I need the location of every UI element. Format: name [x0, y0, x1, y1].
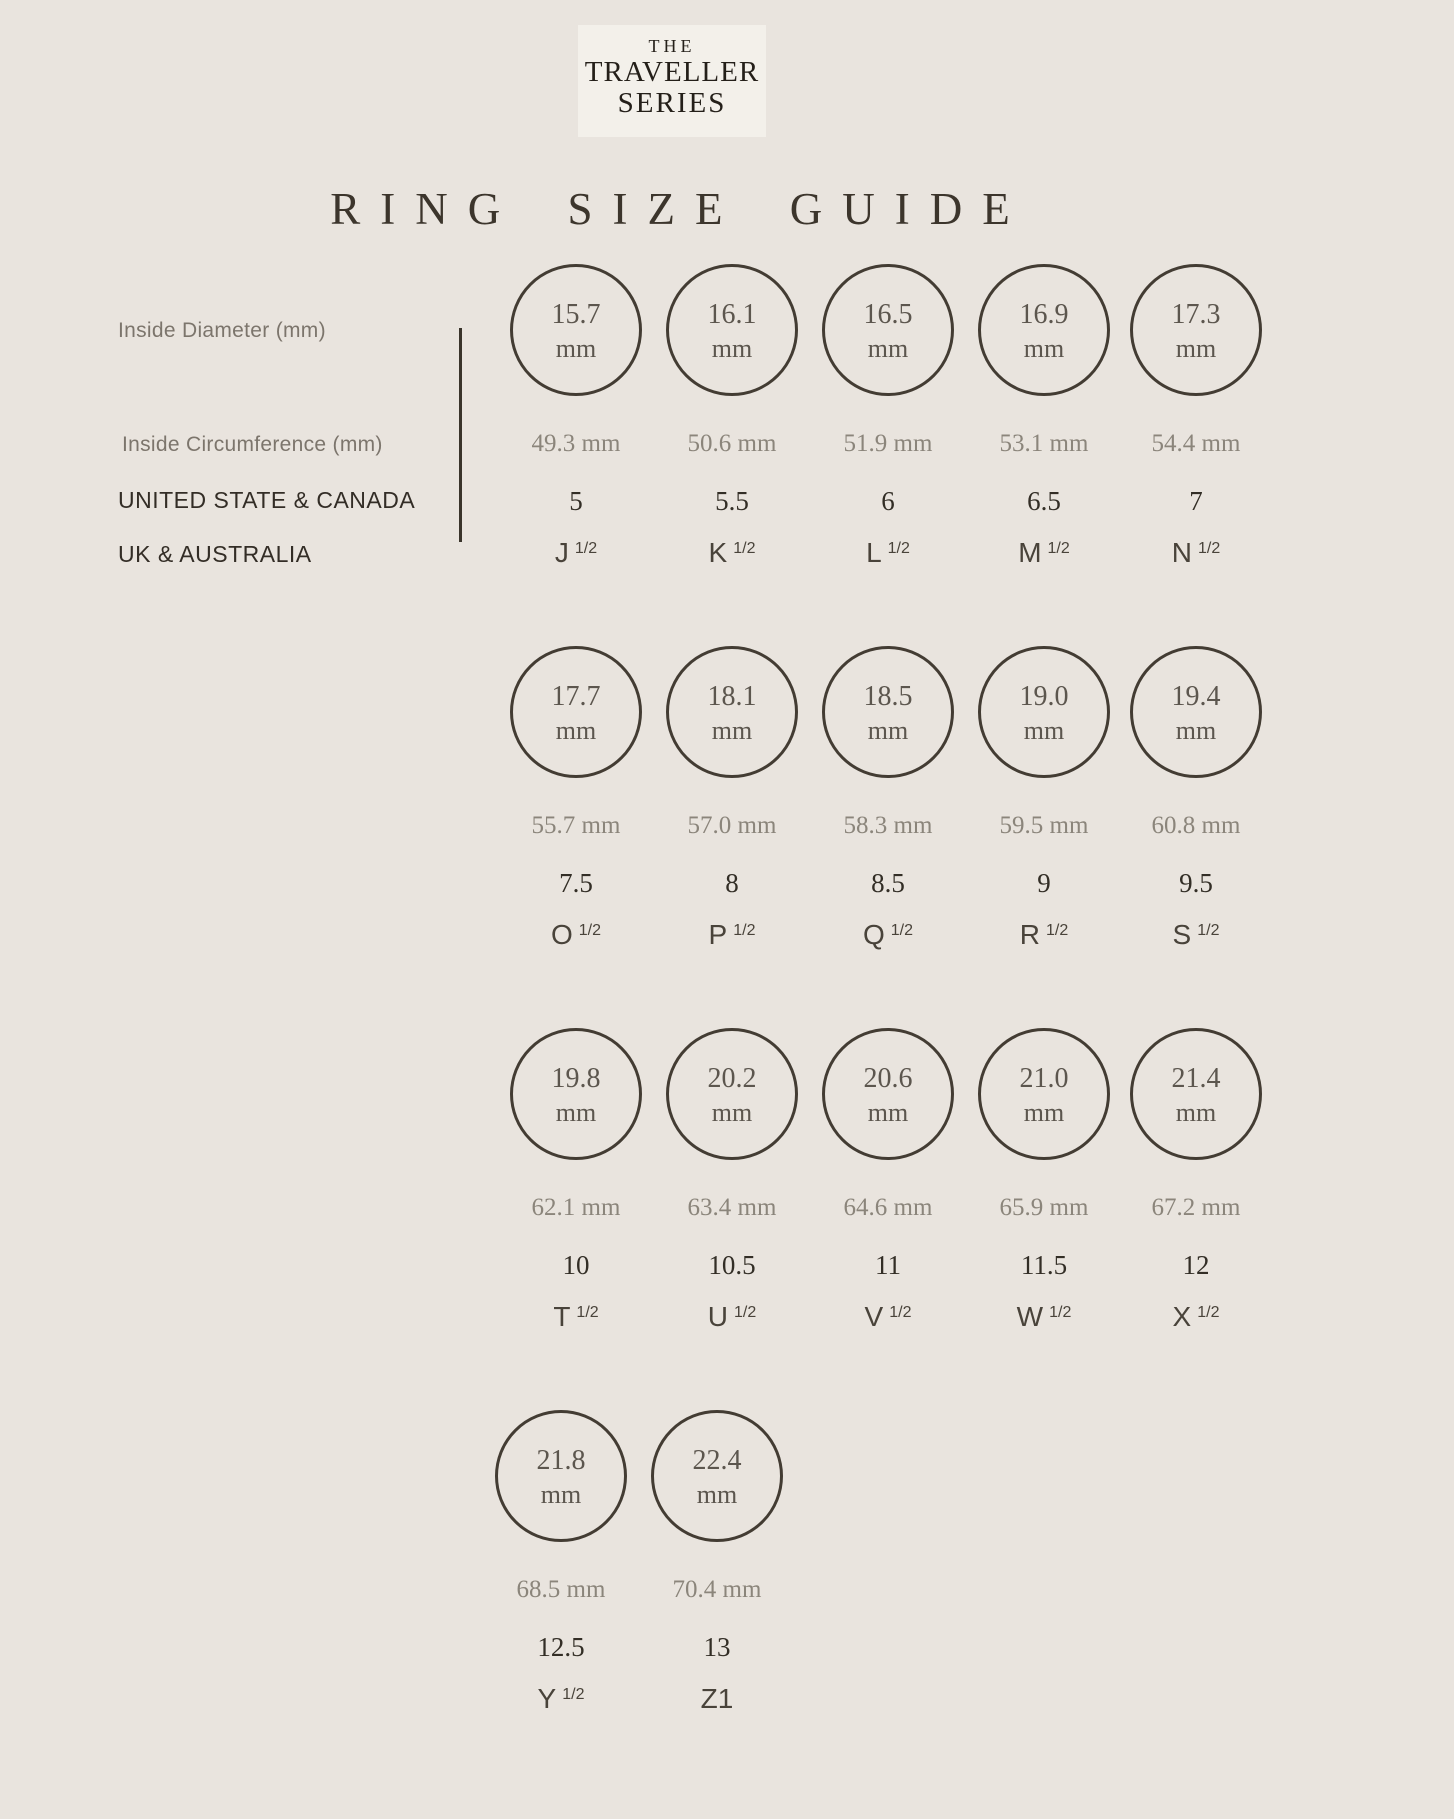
circumference-value: 54.4 mm — [1151, 430, 1241, 457]
uk-size-fraction: 1/2 — [1197, 1304, 1220, 1321]
ring-circle — [822, 646, 954, 778]
us-size-value: 8.5 — [871, 868, 905, 898]
diameter-value: 20.2 — [707, 1063, 757, 1094]
uk-size-fraction: 1/2 — [1045, 922, 1069, 939]
ring-size-cell — [1118, 646, 1274, 956]
brand-logo — [578, 25, 766, 137]
circumference-value: 51.9 mm — [843, 430, 933, 457]
uk-size-value — [810, 1301, 966, 1333]
diameter-unit: mm — [711, 716, 753, 745]
uk-size-fraction: 1/2 — [1197, 540, 1221, 557]
circumference-value: 63.4 mm — [687, 1194, 777, 1221]
us-size-value: 7 — [1189, 486, 1203, 516]
ring-size-cell — [966, 646, 1122, 956]
ring-size-cell — [810, 646, 966, 956]
ring-circle — [1130, 264, 1262, 396]
uk-size-fraction: 1/2 — [890, 922, 914, 939]
uk-size-fraction: 1/2 — [1197, 922, 1220, 939]
diameter-unit: mm — [1023, 716, 1065, 745]
ring-size-cell — [483, 1410, 639, 1720]
uk-size-value — [654, 537, 810, 569]
uk-size-fraction: 1/2 — [887, 540, 910, 557]
ring-circle — [510, 1028, 642, 1160]
circumference-value: 60.8 mm — [1151, 812, 1241, 839]
us-size-value: 10 — [562, 1250, 590, 1280]
uk-size-letter: J — [554, 537, 569, 568]
diameter-value: 19.8 — [551, 1063, 601, 1094]
circumference-value: 53.1 mm — [999, 430, 1089, 457]
us-size-value: 7.5 — [559, 868, 593, 898]
uk-size-value — [1118, 919, 1274, 951]
ring-circle — [666, 264, 798, 396]
diameter-unit: mm — [555, 716, 597, 745]
diameter-unit: mm — [1175, 716, 1217, 745]
uk-size-fraction: 1/2 — [574, 540, 598, 557]
ring-circle — [822, 1028, 954, 1160]
circumference-value: 62.1 mm — [531, 1194, 621, 1221]
diameter-unit: mm — [867, 1098, 909, 1127]
uk-size-value — [966, 919, 1122, 951]
diameter-unit: mm — [540, 1480, 582, 1509]
uk-size-letter: X — [1172, 1301, 1192, 1332]
ring-circle — [978, 646, 1110, 778]
circumference-value: 50.6 mm — [687, 430, 777, 457]
uk-size-letter: R — [1019, 919, 1040, 950]
circumference-value: 67.2 mm — [1151, 1194, 1241, 1221]
us-size-value: 9.5 — [1179, 868, 1213, 898]
ring-circle — [978, 1028, 1110, 1160]
uk-size-value — [498, 1301, 654, 1333]
circumference-value: 64.6 mm — [843, 1194, 933, 1221]
uk-size-value — [498, 537, 654, 569]
diameter-unit: mm — [711, 1098, 753, 1127]
diameter-value: 18.1 — [707, 681, 757, 712]
us-size-value: 8 — [725, 868, 739, 898]
ring-circle — [822, 264, 954, 396]
diameter-unit: mm — [696, 1480, 738, 1509]
ring-circle — [651, 1410, 783, 1542]
uk-size-letter: S — [1172, 919, 1192, 950]
us-size-value: 11 — [875, 1250, 901, 1280]
uk-size-letter: T — [553, 1301, 571, 1332]
uk-size-fraction: 1/2 — [733, 1304, 757, 1321]
diameter-unit: mm — [1023, 334, 1065, 363]
ring-size-cell — [810, 264, 966, 574]
uk-size-fraction: 1/2 — [562, 1686, 585, 1703]
circumference-value: 58.3 mm — [843, 812, 933, 839]
uk-size-letter: N — [1171, 537, 1192, 568]
ring-size-cell — [498, 1028, 654, 1338]
circumference-value: 57.0 mm — [687, 812, 777, 839]
uk-size-fraction: 1/2 — [733, 922, 756, 939]
diameter-unit: mm — [711, 334, 753, 363]
brand-logo-text-the: THE — [648, 36, 696, 56]
ring-circle — [510, 264, 642, 396]
uk-size-fraction: 1/2 — [578, 922, 602, 939]
us-size-value: 5.5 — [715, 486, 749, 516]
uk-size-value — [654, 1301, 810, 1333]
us-size-value: 5 — [569, 486, 583, 516]
ring-size-cell — [810, 1028, 966, 1338]
ring-size-cell — [654, 646, 810, 956]
brand-logo-text-series: SERIES — [617, 87, 727, 119]
diameter-value: 22.4 — [692, 1445, 742, 1476]
uk-size-value — [810, 919, 966, 951]
uk-size-letter: K — [708, 537, 728, 568]
uk-size-value — [483, 1683, 639, 1715]
diameter-unit: mm — [867, 334, 909, 363]
uk-size-letter: O — [550, 919, 573, 950]
diameter-value: 19.4 — [1171, 681, 1221, 712]
diameter-unit: mm — [867, 716, 909, 745]
circumference-value: 68.5 mm — [516, 1576, 606, 1603]
uk-size-letter: Y — [537, 1683, 557, 1714]
uk-size-value — [639, 1683, 795, 1715]
diameter-value: 15.7 — [551, 299, 601, 330]
ring-size-cell — [654, 1028, 810, 1338]
uk-size-letter: Q — [862, 919, 885, 950]
ring-size-cell — [639, 1410, 795, 1720]
diameter-value: 16.5 — [863, 299, 913, 330]
vertical-divider-line — [459, 328, 462, 542]
uk-size-value — [1118, 537, 1274, 569]
uk-size-fraction: 1/2 — [1049, 1304, 1072, 1321]
uk-size-fraction: 1/2 — [733, 540, 756, 557]
uk-size-letter: U — [707, 1301, 728, 1332]
ring-circle — [495, 1410, 627, 1542]
uk-size-letter: Z1 — [700, 1683, 734, 1714]
ring-circle — [510, 646, 642, 778]
us-size-value: 6 — [881, 486, 895, 516]
diameter-value: 17.3 — [1171, 299, 1221, 330]
diameter-value: 21.0 — [1019, 1063, 1069, 1094]
uk-size-fraction: 1/2 — [889, 1304, 912, 1321]
us-size-value: 13 — [703, 1632, 731, 1662]
ring-size-cell — [1118, 264, 1274, 574]
brand-logo-text-traveller: TRAVELLER — [584, 56, 760, 88]
diameter-unit: mm — [555, 334, 597, 363]
uk-size-value — [966, 537, 1122, 569]
label-us-canada: UNITED STATE & CANADA — [118, 487, 416, 513]
uk-size-value — [1118, 1301, 1274, 1333]
us-size-value: 12.5 — [537, 1632, 585, 1662]
ring-circle — [666, 646, 798, 778]
diameter-value: 16.9 — [1019, 299, 1069, 330]
ring-circle — [1130, 1028, 1262, 1160]
diameter-unit: mm — [1175, 334, 1217, 363]
uk-size-letter: P — [708, 919, 728, 950]
uk-size-fraction: 1/2 — [1047, 540, 1070, 557]
us-size-value: 10.5 — [708, 1250, 756, 1280]
diameter-unit: mm — [1175, 1098, 1217, 1127]
diameter-value: 19.0 — [1019, 681, 1069, 712]
us-size-value: 9 — [1037, 868, 1051, 898]
uk-size-letter: W — [1016, 1301, 1044, 1332]
ring-circle — [666, 1028, 798, 1160]
uk-size-value — [810, 537, 966, 569]
diameter-value: 16.1 — [707, 299, 757, 330]
circumference-value: 55.7 mm — [531, 812, 621, 839]
uk-size-value — [498, 919, 654, 951]
diameter-value: 21.4 — [1171, 1063, 1221, 1094]
ring-size-cell — [498, 264, 654, 574]
us-size-value: 11.5 — [1020, 1250, 1068, 1280]
circumference-value: 59.5 mm — [999, 812, 1089, 839]
ring-size-cell — [498, 646, 654, 956]
circumference-value: 49.3 mm — [531, 430, 621, 457]
diameter-value: 18.5 — [863, 681, 913, 712]
diameter-unit: mm — [555, 1098, 597, 1127]
diameter-value: 17.7 — [551, 681, 601, 712]
circumference-value: 70.4 mm — [672, 1576, 762, 1603]
uk-size-letter: L — [866, 537, 882, 568]
diameter-unit: mm — [1023, 1098, 1065, 1127]
us-size-value: 12 — [1182, 1250, 1210, 1280]
ring-size-cell — [966, 1028, 1122, 1338]
uk-size-letter: V — [864, 1301, 884, 1332]
uk-size-value — [966, 1301, 1122, 1333]
label-inside-diameter: Inside Diameter (mm) — [118, 319, 326, 342]
label-uk-australia: UK & AUSTRALIA — [118, 541, 312, 567]
diameter-value: 20.6 — [863, 1063, 913, 1094]
ring-size-cell — [654, 264, 810, 574]
uk-size-letter: M — [1018, 537, 1042, 568]
label-inside-circumference: Inside Circumference (mm) — [122, 433, 383, 456]
uk-size-fraction: 1/2 — [576, 1304, 599, 1321]
ring-circle — [978, 264, 1110, 396]
circumference-value: 65.9 mm — [999, 1194, 1089, 1221]
us-size-value: 6.5 — [1027, 486, 1061, 516]
ring-size-cell — [966, 264, 1122, 574]
ring-circle — [1130, 646, 1262, 778]
ring-size-cell — [1118, 1028, 1274, 1338]
uk-size-value — [654, 919, 810, 951]
page-title: RING SIZE GUIDE — [330, 184, 1030, 234]
diameter-value: 21.8 — [536, 1445, 586, 1476]
